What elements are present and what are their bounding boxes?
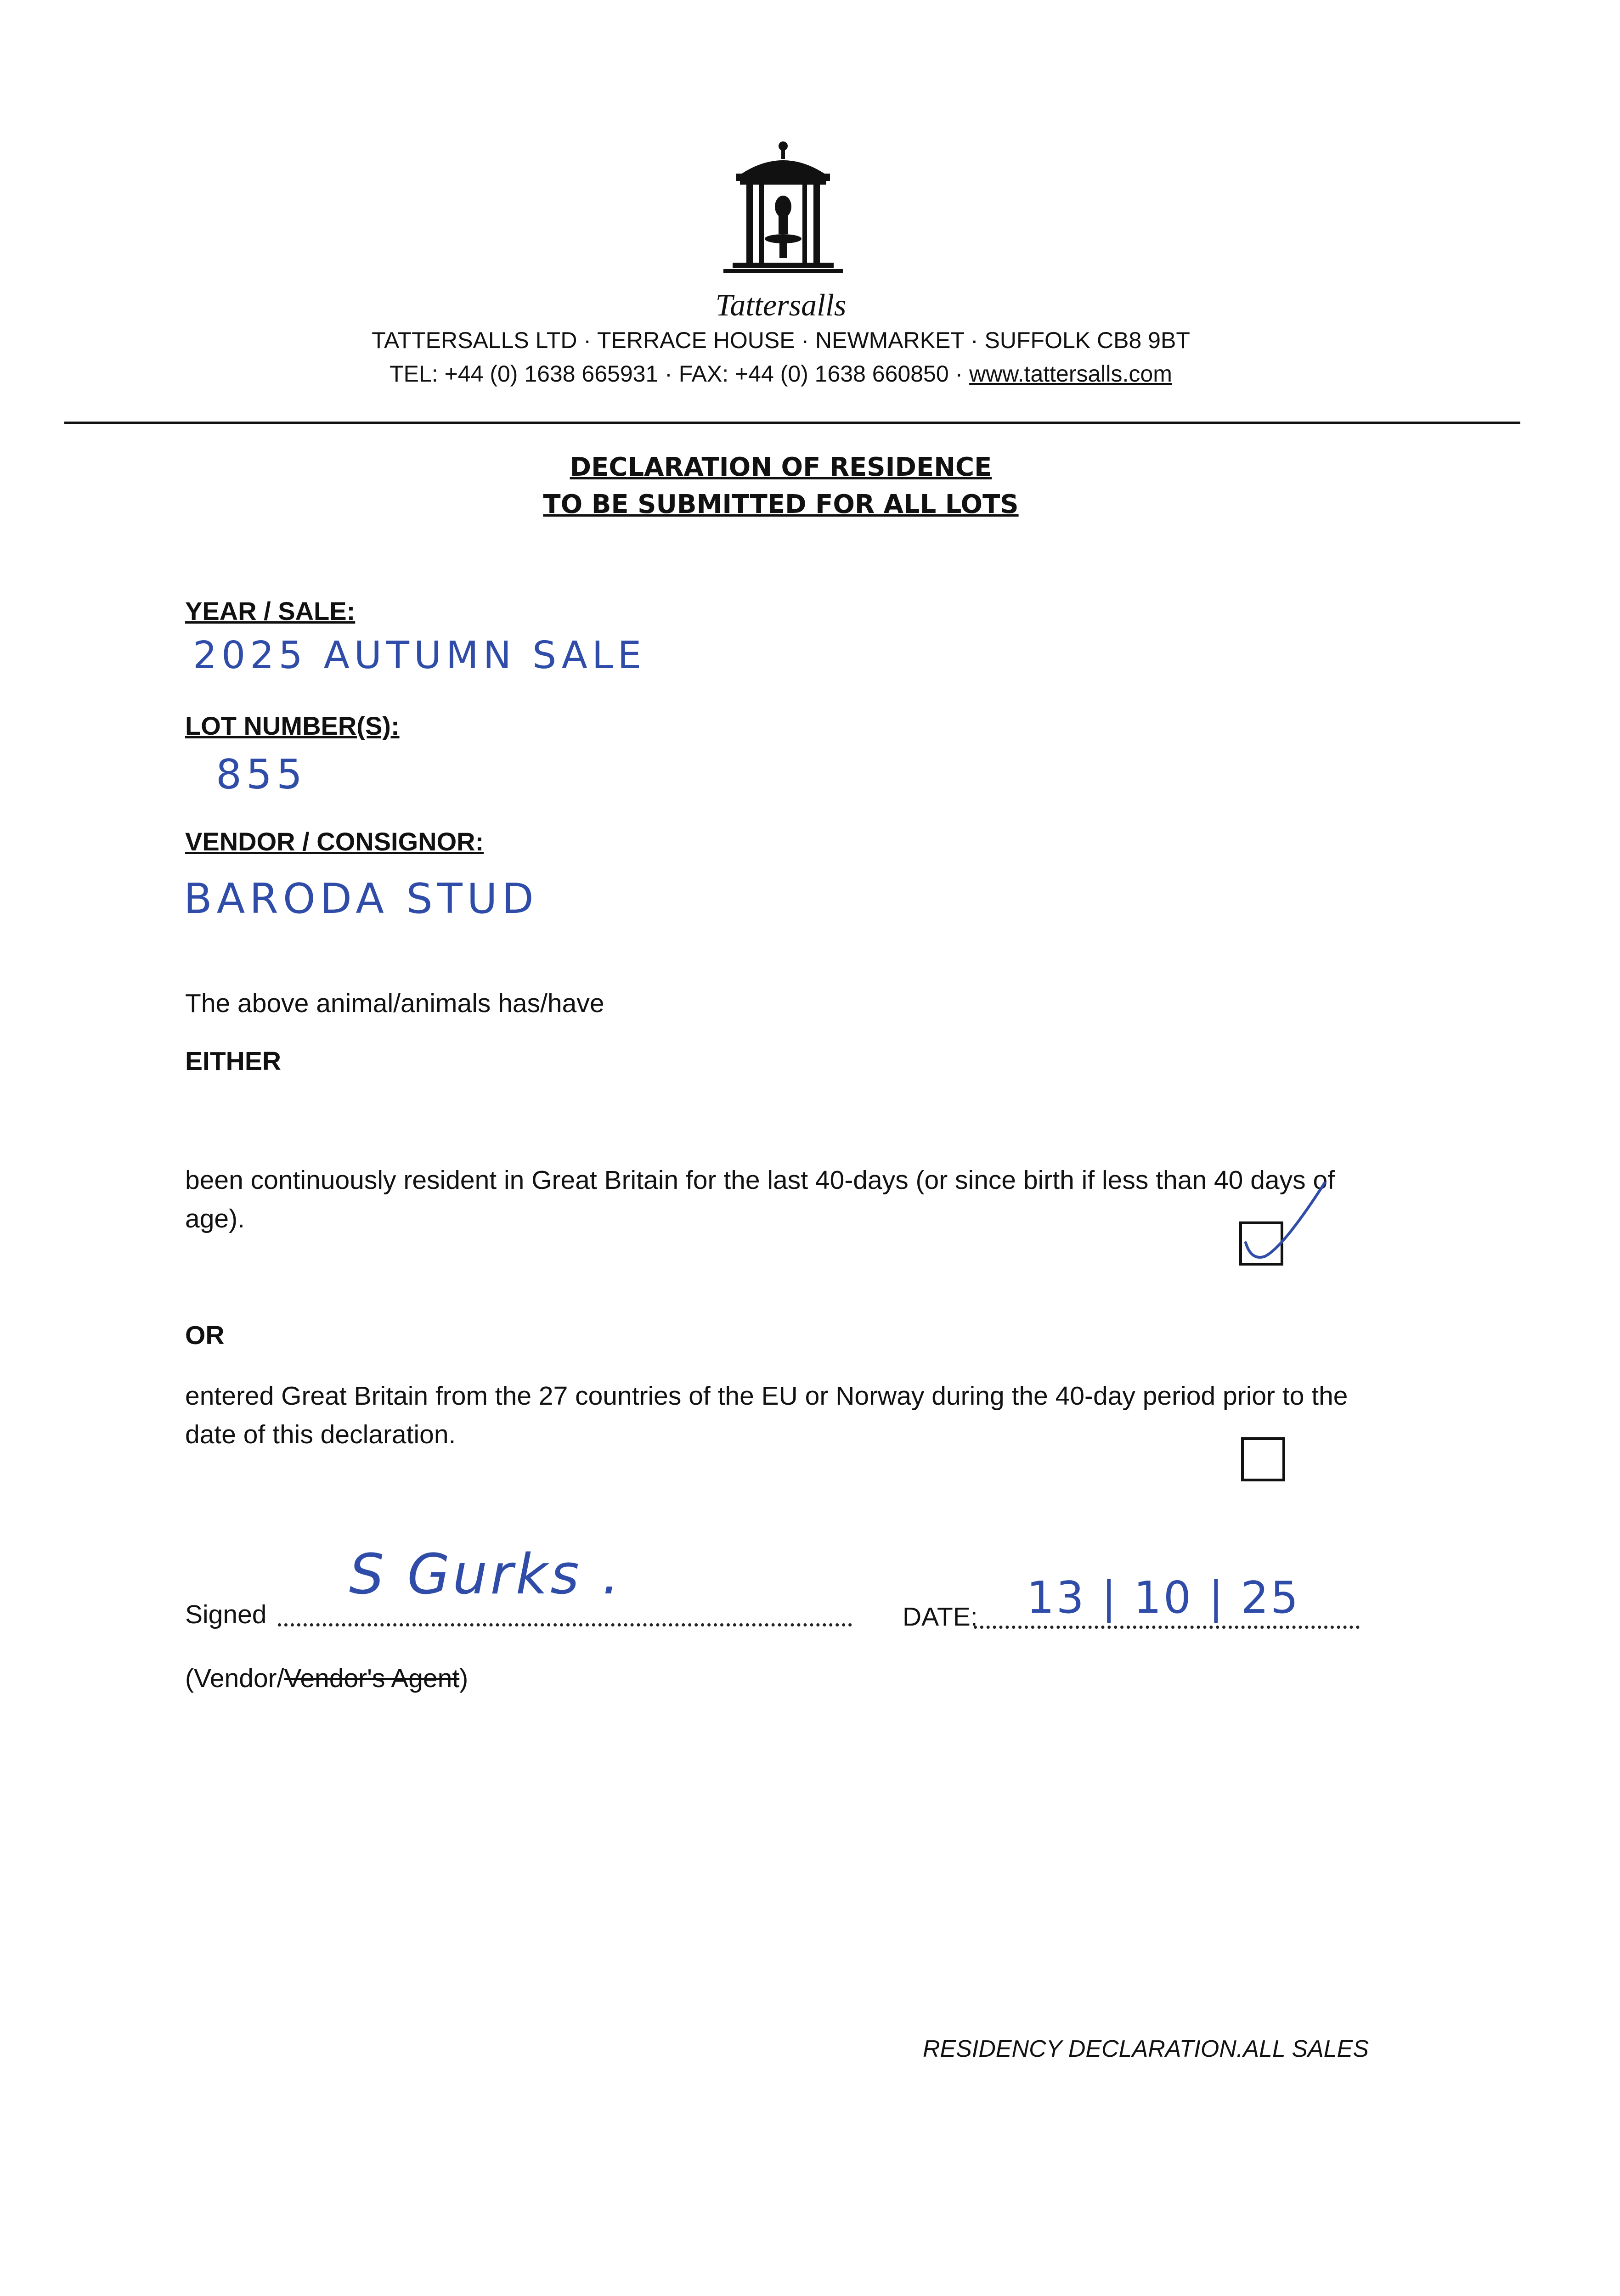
role-prefix: (Vendor/ bbox=[185, 1664, 284, 1693]
checkmark-icon bbox=[1237, 1174, 1338, 1266]
document-subtitle: TO BE SUBMITTED FOR ALL LOTS bbox=[543, 490, 1019, 519]
year-sale-value[interactable]: 2025 AUTUMN SALE bbox=[193, 634, 646, 677]
date-label: DATE: bbox=[903, 1602, 978, 1632]
role-suffix: ) bbox=[459, 1664, 469, 1693]
signer-role bbox=[185, 1663, 468, 1694]
signed-label: Signed bbox=[185, 1600, 267, 1629]
date-value[interactable]: 13 | 10 | 25 bbox=[1027, 1573, 1300, 1623]
either-label: EITHER bbox=[185, 1047, 282, 1076]
signature-value[interactable]: S Gurks . bbox=[349, 1543, 622, 1607]
or-label: OR bbox=[185, 1321, 225, 1350]
website-link[interactable]: www.tattersalls.com bbox=[969, 361, 1172, 387]
option2-checkbox[interactable] bbox=[1241, 1437, 1285, 1481]
lot-number-label: LOT NUMBER(S): bbox=[185, 711, 400, 740]
company-contact bbox=[257, 360, 1304, 387]
brand-name: Tattersalls bbox=[715, 287, 847, 322]
year-sale-label: YEAR / SALE: bbox=[185, 597, 356, 625]
tattersalls-logo bbox=[714, 138, 852, 285]
option1-text: been continuously resident in Great Britain for the last 40-days (or since birth if less than 40 days of age). bbox=[185, 1165, 1335, 1233]
signature-line bbox=[278, 1623, 852, 1626]
temple-icon bbox=[714, 138, 852, 285]
statement-intro: The above animal/animals has/have bbox=[185, 989, 604, 1018]
lot-number-value[interactable]: 855 bbox=[216, 751, 307, 798]
footer-reference: RESIDENCY DECLARATION.ALL SALES bbox=[922, 2036, 1369, 2062]
vendor-label: VENDOR / CONSIGNOR: bbox=[185, 827, 484, 856]
company-address: TATTERSALLS LTD · TERRACE HOUSE · NEWMARKET · SUFFOLK CB8 9BT bbox=[372, 327, 1190, 353]
date-line bbox=[974, 1626, 1360, 1629]
option2-text: entered Great Britain from the 27 countries of the EU or Norway during the 40-day period prior to the date of this declaration. bbox=[185, 1381, 1348, 1449]
document-title: DECLARATION OF RESIDENCE bbox=[570, 452, 992, 482]
option1-checkbox[interactable] bbox=[1239, 1221, 1283, 1266]
vendor-value[interactable]: BARODA STUD bbox=[184, 875, 538, 923]
role-struck: Vendor's Agent bbox=[284, 1664, 460, 1693]
contact-numbers: TEL: +44 (0) 1638 665931 · FAX: +44 (0) 1638 660850 · bbox=[389, 361, 970, 387]
header-divider bbox=[64, 422, 1520, 424]
